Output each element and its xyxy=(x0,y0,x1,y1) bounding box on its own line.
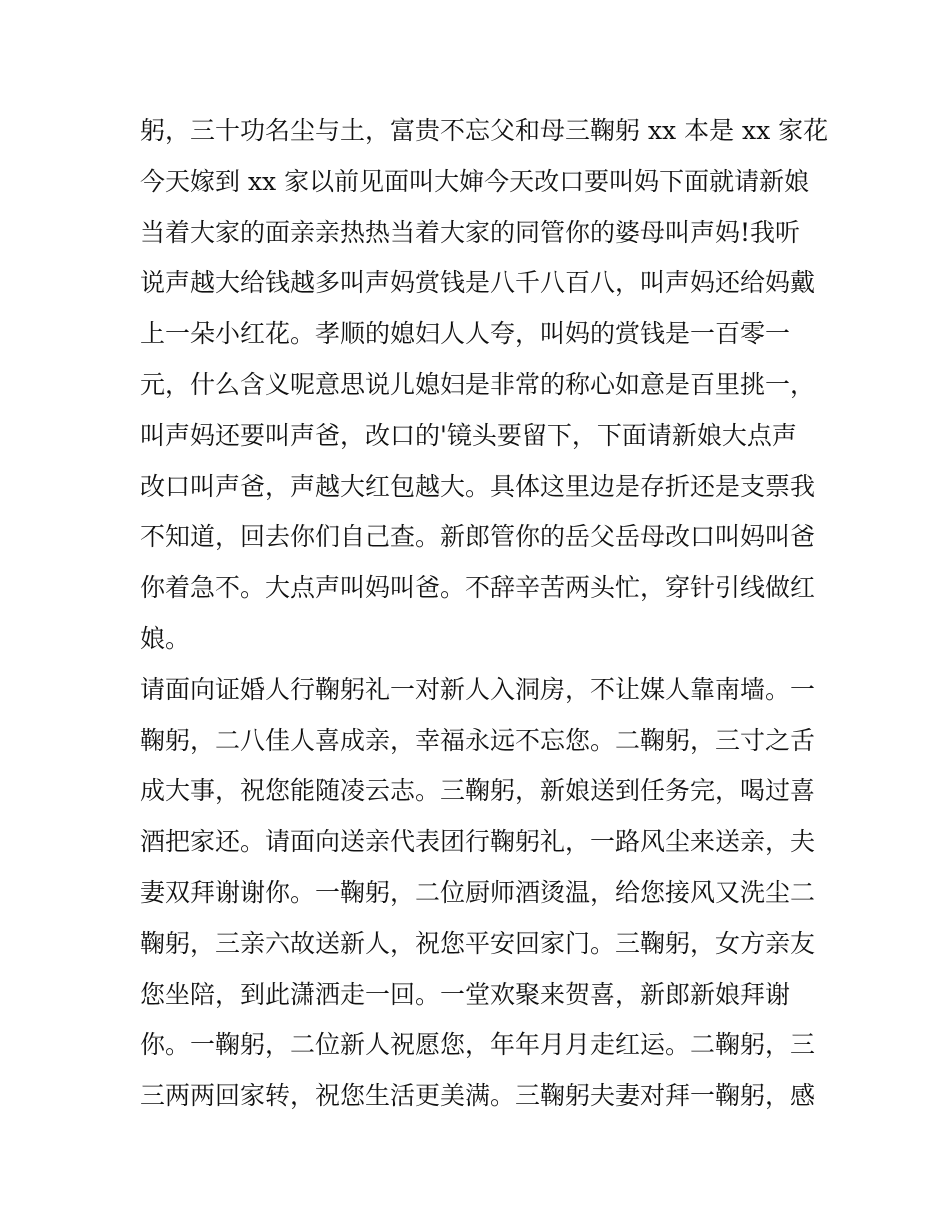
text-line: 鞠躬，三亲六故送新人，祝您平安回家门。三鞠躬，女方亲友 xyxy=(140,928,816,958)
text-line: 您坐陪，到此潇洒走一回。一堂欢聚来贺喜，新郎新娘拜谢 xyxy=(140,979,791,1009)
text-line: 当着大家的面亲亲热热当着大家的同管你的婆母叫声妈!我听 xyxy=(140,217,801,247)
text-line: 妻双拜谢谢你。一鞠躬，二位厨师酒烫温，给您接风又洗尘二 xyxy=(140,877,816,907)
text-line: 鞠躬，二八佳人喜成亲，幸福永远不忘您。二鞠躬，三寸之舌 xyxy=(140,725,816,755)
text-line: 今天嫁到 xx 家以前见面叫大婶今天改口要叫妈下面就请新娘 xyxy=(140,166,810,196)
text-line: 元，什么含义呢意思说儿媳妇是非常的称心如意是百里挑一， xyxy=(140,369,816,399)
text-line: 三两两回家转，祝您生活更美满。三鞠躬夫妻对拜一鞠躬，感 xyxy=(140,1081,816,1111)
text-line: 请面向证婚人行鞠躬礼一对新人入洞房，不让媒人靠南墙。一 xyxy=(140,674,816,704)
text-line: 不知道，回去你们自己查。新郎管你的岳父岳母改口叫妈叫爸 xyxy=(140,522,816,552)
text-line: 成大事，祝您能随凌云志。三鞠躬，新娘送到任务完，喝过喜 xyxy=(140,776,816,806)
body-text xyxy=(140,106,829,1122)
text-line: 说声越大给钱越多叫声妈赏钱是八千八百八，叫声妈还给妈戴 xyxy=(140,268,816,298)
text-line: 叫声妈还要叫声爸，改口的'镜头要留下，下面请新娘大点声 xyxy=(140,420,797,450)
text-line: 你着急不。大点声叫妈叫爸。不辞辛苦两头忙，穿针引线做红 xyxy=(140,573,816,603)
text-line: 酒把家还。请面向送亲代表团行鞠躬礼，一路风尘来送亲，夫 xyxy=(140,827,816,857)
text-line: 改口叫声爸，声越大红包越大。具体这里边是存折还是支票我 xyxy=(140,471,816,501)
text-line: 你。一鞠躬，二位新人祝愿您，年年月月走红运。二鞠躬，三 xyxy=(140,1030,816,1060)
text-line: 躬，三十功名尘与土，富贵不忘父和母三鞠躬 xx 本是 xx 家花 xyxy=(140,116,829,145)
text-line: 上一朵小红花。孝顺的媳妇人人夸，叫妈的赏钱是一百零一 xyxy=(140,319,791,349)
text-line: 娘。 xyxy=(140,623,191,653)
